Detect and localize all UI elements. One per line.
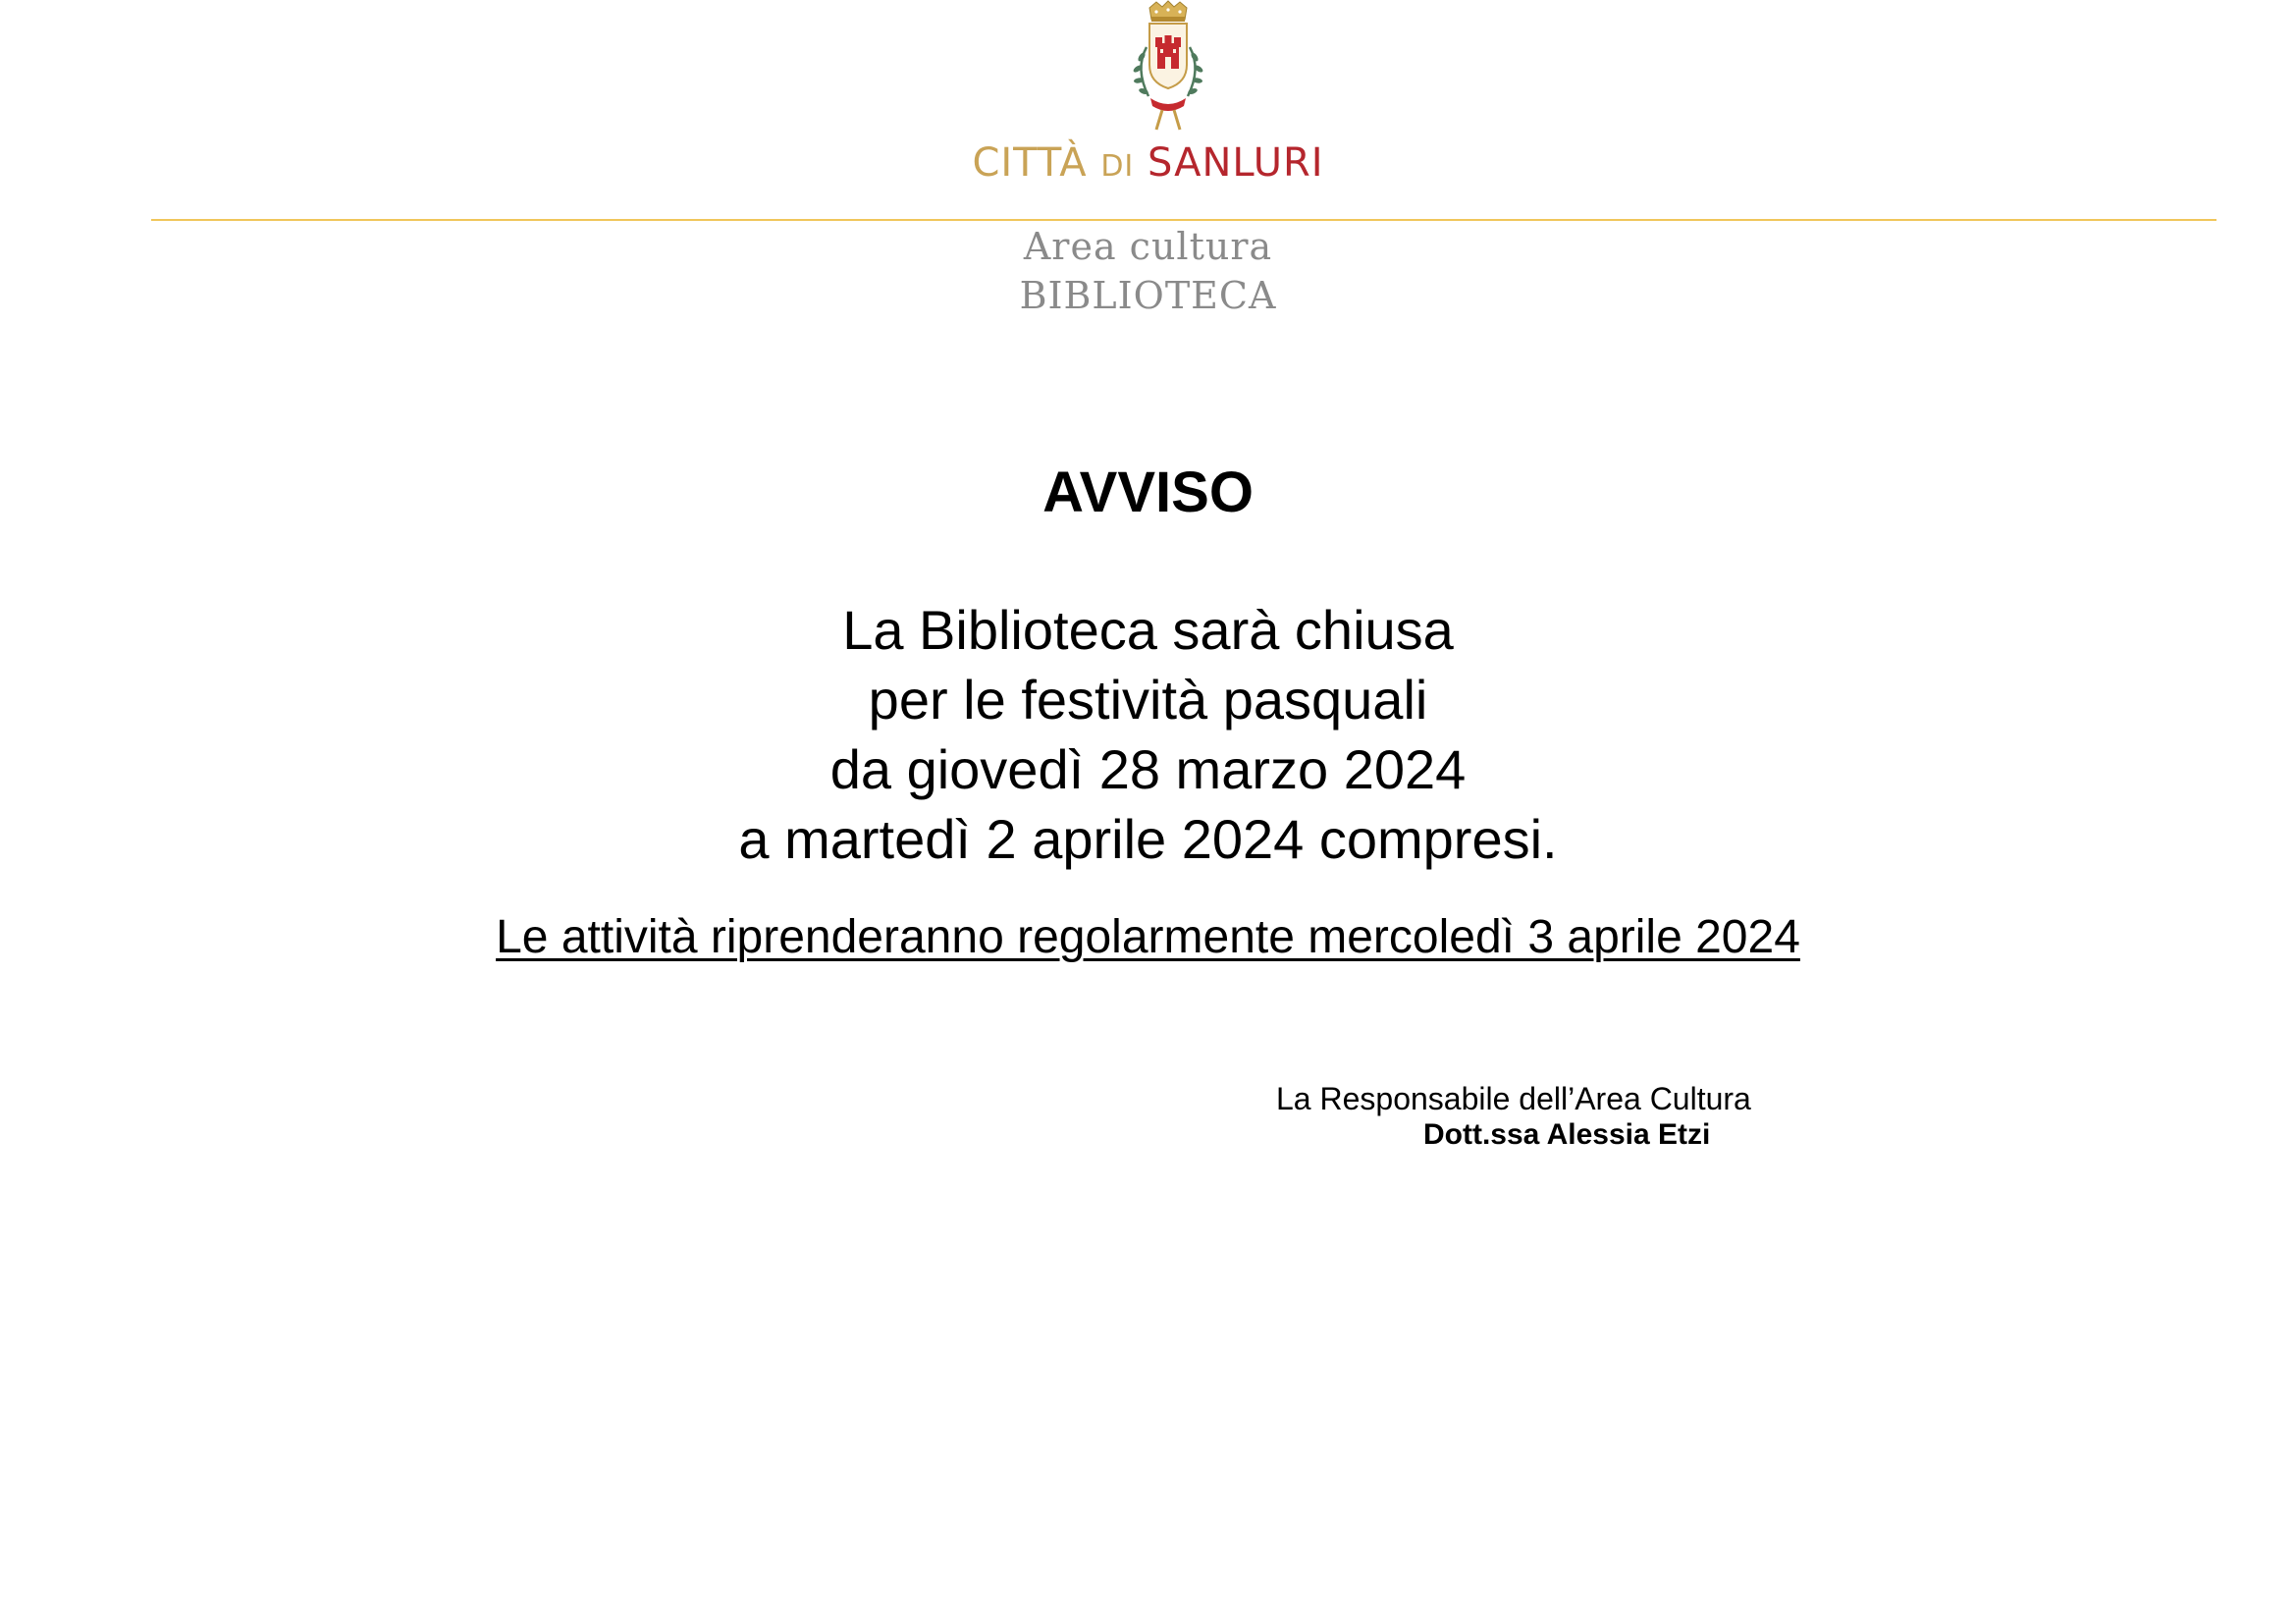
- header-divider: [151, 219, 2216, 221]
- city-connector: DI: [1100, 149, 1135, 184]
- department-line: BIBLIOTECA: [1019, 274, 1277, 317]
- notice-line: La Biblioteca sarà chiusa: [842, 599, 1454, 661]
- notice-line: per le festività pasquali: [868, 669, 1428, 731]
- area-line: Area cultura: [1023, 225, 1273, 268]
- notice-body: [0, 595, 2296, 874]
- notice-title: AVVISO: [1042, 460, 1254, 524]
- city-prefix: CITTÀ: [972, 140, 1088, 186]
- department-heading: [0, 222, 2296, 320]
- signatory-role: La Responsabile dell’Area Cultura: [1276, 1081, 1751, 1116]
- notice-line: da giovedì 28 marzo 2024: [829, 738, 1467, 800]
- notice-line: a martedì 2 aprile 2024 compresi.: [738, 808, 1558, 870]
- signatory-name: Dott.ssa Alessia Etzi: [1423, 1118, 1711, 1151]
- resume-notice: Le attività riprenderanno regolarmente mercoledì 3 aprile 2024: [496, 911, 1800, 963]
- city-title: SANLURI: [1147, 140, 1324, 186]
- city-name: [0, 139, 2296, 190]
- sanluri-coat-of-arms-icon: [1119, 0, 1217, 137]
